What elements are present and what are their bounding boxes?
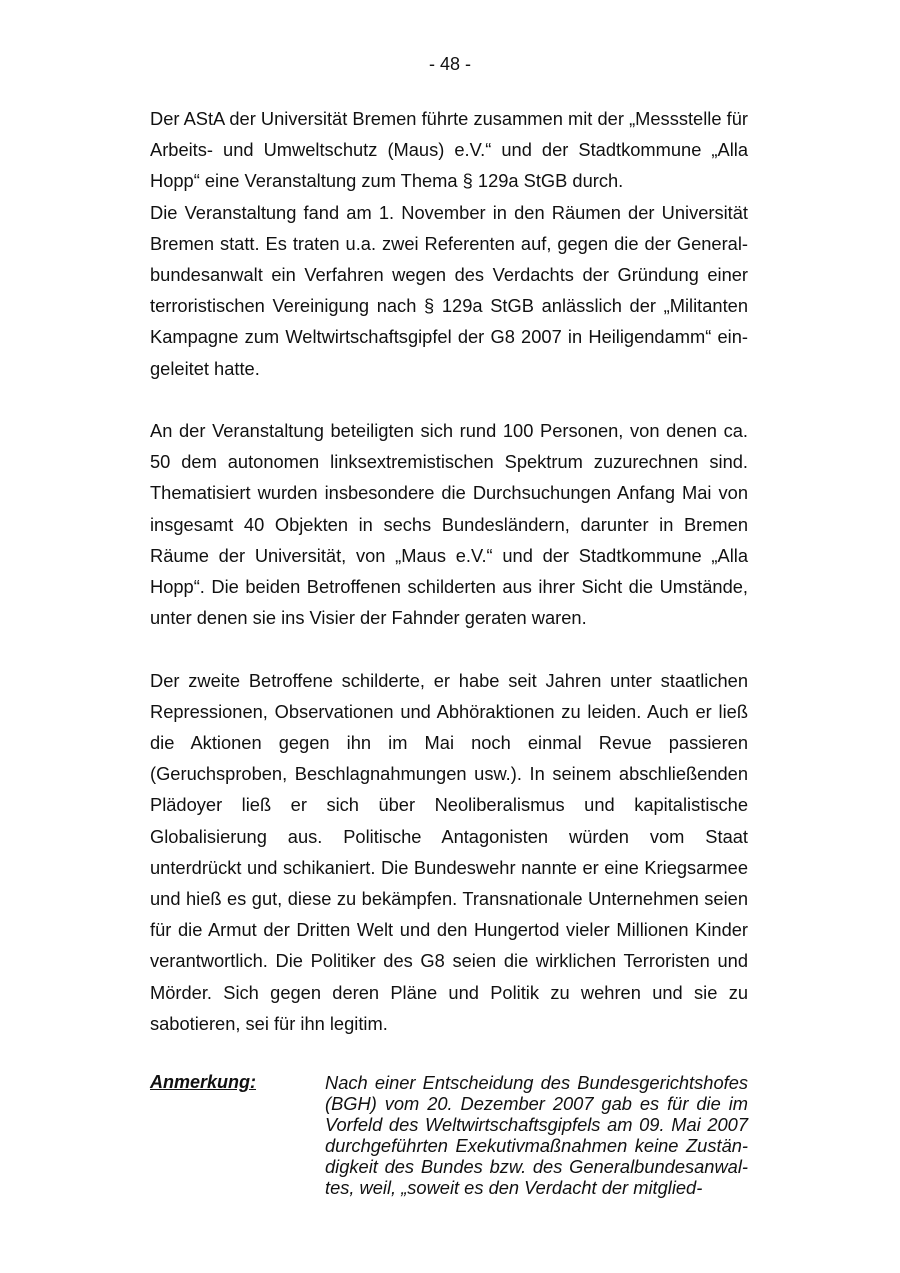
paragraph-participants: An der Veranstaltung beteiligten sich rund 100 Personen, von denen ca. 50 dem autonomen linksextremistischen Spektrum zuzurechnen sind. Thematisiert wurden insbesondere die Durchsuchungen Anfang Mai von insgesamt 40 Objekten in sechs Bundesländern, darunter in Bremen Räume der Universität, von „Maus e.V.“ und der Stadtkommune „Alla Hopp“. Die beiden Betroffenen schilderten aus ihrer Sicht die Umstände, unter denen sie ins Visier der Fahnder geraten waren. [150,420,748,629]
annotation-text: Nach einer Entscheidung des Bundesgerichtshofes (BGH) vom 20. Dezember 2007 gab es für die im Vorfeld des Weltwirtschaftsgipfels am 09. Mai 2007 durchgeführten Exekutivmaßnahmen keine Zuständigkeit des Bundes bzw. des Generalbundesanwaltes, weil, „soweit es den Verdacht der mitglied- [325,1072,748,1198]
body-text [150,103,748,1039]
paragraph-event-details: Die Veranstaltung fand am 1. November in den Räumen der Universität Bremen statt. Es traten u.a. zwei Referenten auf, gegen die der Generalbundesanwalt ein Verfahren wegen des Verdachts der Gründung einer terroristischen Vereinigung nach § 129a StGB anlässlich der „Militanten Kampagne zum Weltwirtschaftsgipfel der G8 2007 in Heiligendamm“ eingeleitet hatte. [150,201,748,379]
annotation-label: Anmerkung: [150,1072,257,1092]
paragraph-gap [150,384,748,415]
paragraph-gap [150,633,748,664]
paragraph-second-speaker: Der zweite Betroffene schilderte, er habe seit Jahren unter staatlichen Repressionen, Observationen und Abhöraktionen zu leiden. Auch er ließ die Aktionen gegen ihn im Mai noch einmal Revue passieren (Geruchsproben, Beschlagnahmungen usw.). In seinem abschließenden Plädoyer ließ er sich über Neoliberalismus und kapitalistische Globalisierung aus. Politische Antagonisten würden vom Staat unterdrückt und schikaniert. Die Bundeswehr nannte er eine Kriegsarmee und hieß es gut, diese zu bekämpfen. Transnationale Unternehmen seien für die Armut der Dritten Welt und den Hungertod vieler Millionen Kinder verantwortlich. Die Politiker des G8 seien die wirklichen Terroristen und Mörder. Sich gegen deren Pläne und Politik zu wehren und sie zu sabotieren, sei für ihn legitim. [150,669,748,1034]
paragraph-intro: Der AStA der Universität Bremen führte zusammen mit der „Messstelle für Arbeits- und Umweltschutz (Maus) e.V.“ und der Stadtkommune „Alla Hopp“ eine Veranstaltung zum Thema § 129a StGB durch. [150,108,748,192]
page-number: - 48 - [428,54,471,74]
